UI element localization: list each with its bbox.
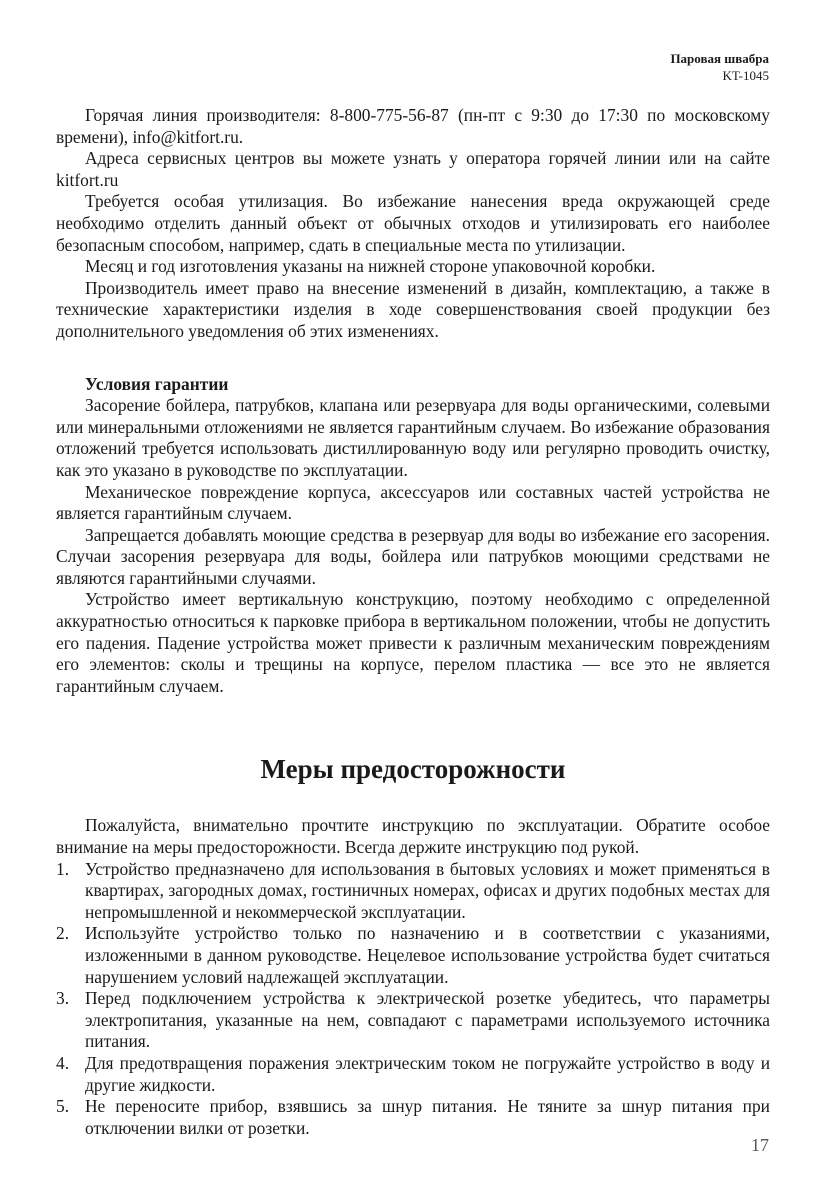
list-item-number: 2. [56, 923, 70, 944]
list-item [56, 988, 770, 1053]
list-item [56, 1096, 770, 1139]
header-model-number: KT-1045 [722, 68, 769, 83]
list-item-text: Не переносите прибор, взявшись за шнур питания. Не тяните за шнур питания при отключении вилки от розетки. [85, 1096, 770, 1138]
service-centers-paragraph: Адреса сервисных центров вы можете узнать у оператора горячей линии или на сайте kitfort.ru [56, 148, 770, 190]
page-content [56, 105, 770, 1139]
disposal-paragraph: Требуется особая утилизация. Во избежание нанесения вреда окружающей среде необходимо отделить данный объект от обычных отходов и утилизировать его наиболее безопасным способом, например, сдать в специальные места по утилизации. [56, 191, 770, 255]
warranty-paragraph: Запрещается добавлять моющие средства в резервуар для воды во избежание его засорения. Случаи засорения резервуара для воды, бойлера или патрубков моющими средствами не являются гарантийными случаями. [56, 524, 770, 588]
warranty-paragraph: Механическое повреждение корпуса, аксессуаров или составных частей устройства не является гарантийным случаем. [56, 481, 770, 524]
list-item-number: 4. [56, 1052, 70, 1073]
page-number: 17 [751, 1135, 769, 1155]
warranty-paragraph: Засорение бойлера, патрубков, клапана или резервуара для воды органическими, солевыми или минеральными отложениями не является гарантийным случаем. Во избежание образования отложений требуется использовать дистиллированную воду или регулярно проводить очистку, как это указано в руководстве по эксплуатации. [56, 395, 770, 480]
list-item [56, 923, 770, 988]
warranty-heading: Условия гарантии [85, 373, 229, 394]
list-item [56, 859, 770, 924]
precautions-intro: Пожалуйста, внимательно прочтите инструкцию по эксплуатации. Обратите особое внимание на меры предосторожности. Всегда держите инструкцию под рукой. [56, 815, 770, 858]
warranty-paragraph: Устройство имеет вертикальную конструкцию, поэтому необходимо с определенной аккуратностью относиться к парковке прибора в вертикальном положении, чтобы не допустить его падения. Падение устройства может привести к различным механическим повреждениям его элементов: сколы и трещины на корпусе, перелом пластика — все это не является гарантийным случаем. [56, 589, 770, 696]
manufacture-date-paragraph: Месяц и год изготовления указаны на нижней стороне упаковочной коробки. [85, 256, 656, 277]
list-item-number: 5. [56, 1096, 70, 1117]
precautions-list [56, 859, 770, 1140]
list-item-text: Устройство предназначено для использования в бытовых условиях и может применяться в квартирах, загородных домах, гостиничных номерах, офисах и других подобных местах для непромышленной и некоммерческой эксплуатации. [85, 858, 770, 922]
changes-notice-paragraph: Производитель имеет право на внесение изменений в дизайн, комплектацию, а также в технические характеристики изделия в ходе совершенствования своей продукции без дополнительного уведомления об этих изменениях. [56, 277, 770, 341]
list-item-text: Используйте устройство только по назначению и в соответствии с указаниями, изложенными в данном руководстве. Нецелевое использование устройства будет считаться нарушением условий надлежащей эксплуатации. [85, 923, 770, 987]
list-item-text: Перед подключением устройства к электрической розетке убедитесь, что параметры электропитания, указанные на нем, совпадают с параметрами используемого источника питания. [85, 988, 770, 1052]
list-item-text: Для предотвращения поражения электрическим током не погружайте устройство в воду и другие жидкости. [85, 1052, 770, 1095]
hotline-paragraph: Горячая линия производителя: 8-800-775-56-87 (пн-пт с 9:30 до 17:30 по московскому времени), info@kitfort.ru. [56, 105, 770, 147]
list-item [56, 1053, 770, 1096]
running-header [670, 50, 769, 84]
list-item-number: 1. [56, 858, 70, 879]
header-product-title: Паровая швабра [670, 51, 769, 66]
section-title: Меры предосторожности [260, 754, 566, 785]
list-item-number: 3. [56, 988, 70, 1009]
